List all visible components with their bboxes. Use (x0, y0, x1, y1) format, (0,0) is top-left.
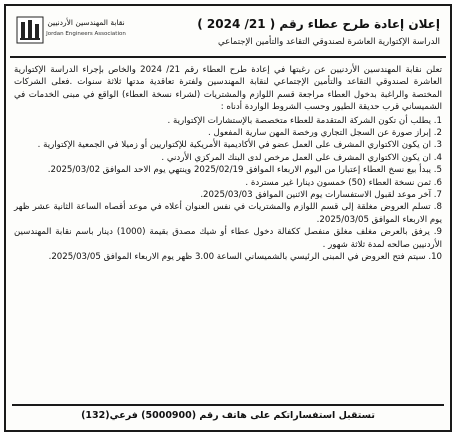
condition-item: 3. ان يكون الاكتواري المشرف على العمل عضو في الأكاديمية الأمريكية للإكتواريين أو زميلا في الجمعية الإكتوارية . (37, 140, 442, 151)
intro-paragraph: تعلن نقابة المهندسين الأردنيين عن رغبتها في إعادة طرح العطاء رقم 21/ 2024 والخاص بإجراء الدراسة الإكتوارية العاشرة لصندوقي التقاعد والتأمين الإجتماعي لنقابة المهندسين ولفترة تعاقدية مدتها ثلاثة سنوات .فعلى الشركات المختصة والراغبة بدخول العطاء مراجعة قسم اللوازم والمشتريات (لشراء نسخة العطاء) الواقع في مبنى الخدمات في الشميساني قرب حديقة الطيور وحسب الشروط الواردة أدناه : (14, 65, 442, 113)
announcement-title: إعلان إعادة طرح عطاء رقم ( 21/ 2024 ) (197, 17, 440, 31)
announcement-frame (4, 4, 452, 432)
condition-item: 9. يرفق بالعرض مغلف مغلق منفصل ككفالة دخول عطاء أو شيك مصدق بقيمة (1000) دينار باسم نقابة المهندسين الأردنيين صالحه لمدة ثلاثة شهور . (14, 227, 442, 250)
condition-item: 4. ان يكون الاكتواري المشرف على العمل مرخص لدى البنك المركزي الأردني . (161, 152, 442, 163)
condition-item: 1. يطلب أن تكون الشركة المتقدمة للعطاء متخصصة بالإستشارات الإكتوارية . (167, 115, 442, 126)
conditions-list (14, 115, 442, 264)
contact-footer: تستقبل استفساراتكم على هاتف رقم (5000900) فرعي(132) (12, 404, 444, 426)
jea-logo (16, 14, 126, 52)
jea-logo-icon (16, 16, 44, 44)
condition-item: 7. آخر موعد لقبول الاستفسارات يوم الاثنين الموافق 2025/03/03. (200, 190, 442, 201)
logo-name-ar: نقابة المهندسين الأردنيين (47, 18, 125, 27)
condition-item: 8. تسلم العروض مغلقة إلى قسم اللوازم والمشتريات في نفس العنوان أعلاه في موعد أقصاه الساعة الثانية عشر ظهر يوم الاربعاء الموافق 2025/03/05. (14, 202, 442, 225)
condition-item: 2. إبراز صورة عن السجل التجاري ورخصة المهن سارية المفعول . (207, 128, 442, 139)
condition-item: 6. ثمن نسخة العطاء (50) خمسون دينارا غير مستردة . (245, 177, 442, 188)
condition-item: 10. سيتم فتح العروض في المبنى الرئيسي بالشميساني الساعة 3.00 ظهر يوم الاربعاء الموافق 2025/03/05. (48, 252, 442, 263)
condition-item: 5. يبدأ بيع نسخ العطاء إعتبارا من اليوم الاربعاء الموافق 2025/02/19 وينتهي يوم الاحد الموافق 2025/03/02. (47, 165, 442, 176)
announcement-body (14, 64, 442, 264)
logo-name-en: Jordan Engineers Association (46, 31, 126, 37)
announcement-subtitle: الدراسة الإكتوارية العاشرة لصندوقي التقاعد والتأمين الإجتماعي (218, 37, 440, 47)
header (10, 10, 446, 58)
